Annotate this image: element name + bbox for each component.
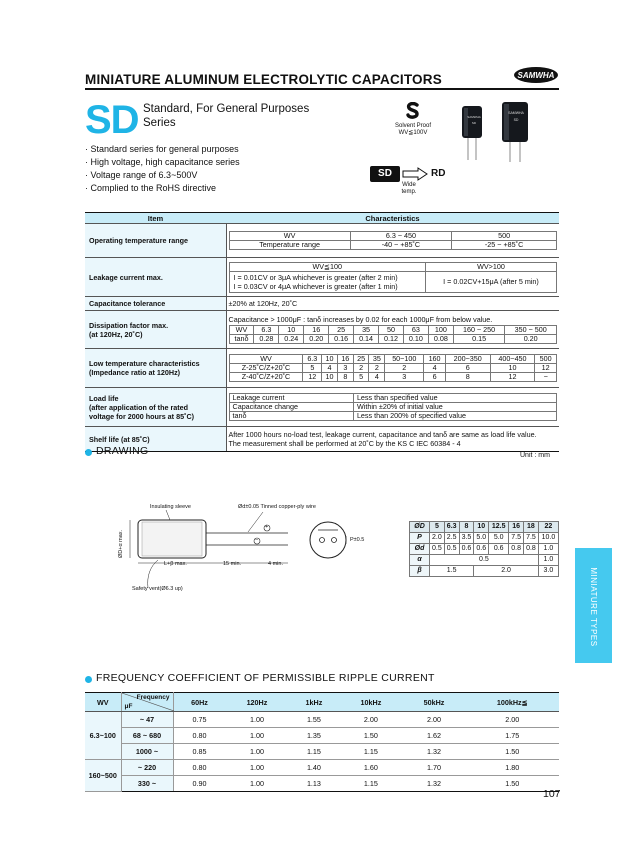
leakage-table	[229, 262, 558, 293]
lowtemp-row1-cell: 2	[385, 364, 424, 373]
ripple-value-cell: 1.40	[288, 760, 339, 776]
ripple-value-cell: 1.15	[288, 744, 339, 760]
side-tab-label: MINIATURE TYPES	[589, 567, 598, 647]
df-label-2: (at 120Hz, 20˚C)	[89, 329, 143, 339]
title-divider	[85, 88, 559, 90]
table-row	[85, 728, 559, 744]
ripple-cap-cell: 1000 ~	[121, 744, 173, 760]
spec-row-dissipation	[85, 311, 559, 349]
df-tan-cell: 0.15	[453, 335, 505, 344]
lowtemp-row2-cell: 4	[369, 373, 385, 382]
characteristics-column-header: Characteristics	[226, 213, 559, 224]
df-tan-cell: 0.08	[428, 335, 453, 344]
loadlife-label-2: (after application of the rated	[89, 402, 189, 412]
solvent-proof-voltage: WV≦100V	[398, 130, 428, 136]
dim-P-cell: 2.5	[444, 533, 459, 544]
dim-D-cell: 18	[524, 522, 539, 533]
shelf-life-text-1: After 1000 hours no-load test, leakage current, capacitance and tanδ are same as load life value.	[228, 430, 537, 439]
df-wv-cell: 16	[304, 326, 329, 335]
wv-value: 500	[452, 232, 557, 241]
table-row	[85, 744, 559, 760]
spec-row-load-life	[85, 388, 559, 427]
dim-head-D: ØD	[410, 522, 430, 533]
loadlife-table	[229, 393, 558, 421]
lowtemp-wv-cell: 6.3	[303, 355, 322, 364]
df-tan-label: tanδ	[229, 335, 254, 344]
dim-d-cell: 0.8	[524, 544, 539, 555]
lowtemp-row2-cell: 8	[337, 373, 353, 382]
feature-item: · High voltage, high capacitance series	[85, 157, 240, 167]
leakage-head-high: WV>100	[426, 262, 557, 271]
df-tan-cell: 0.24	[279, 335, 304, 344]
dim-D-cell: 12.5	[489, 522, 509, 533]
df-note: Capacitance > 1000μF : tanδ increases by 0.02 for each 1000μF from below value.	[228, 315, 493, 324]
solvent-proof-icon	[403, 102, 423, 120]
ripple-value-cell: 1.00	[225, 760, 288, 776]
lowtemp-wv-cell: 50~100	[385, 355, 424, 364]
lowtemp-label-2: (Impedance ratio at 120Hz)	[89, 368, 181, 377]
dim-d-cell: 1.0	[538, 544, 558, 555]
flow-note-line-1: Wide	[402, 182, 416, 188]
ripple-freq-head-cell: 120Hz	[225, 693, 288, 712]
lowtemp-row1-cell: 4	[322, 364, 338, 373]
lowtemp-wv-cell: 10	[322, 355, 338, 364]
ripple-freq-head-cell: 60Hz	[173, 693, 225, 712]
lowtemp-wv-cell: 16	[337, 355, 353, 364]
beta-2: 2.0	[474, 566, 538, 577]
lowtemp-row1-cell: 2	[353, 364, 369, 373]
dim-d-cell: 0.8	[509, 544, 524, 555]
dim-P-cell: 7.5	[524, 533, 539, 544]
dim-d-cell: 0.6	[489, 544, 509, 555]
loadlife-key: Leakage current	[229, 394, 353, 403]
dim-P-cell: 5.0	[474, 533, 489, 544]
wv-value: 6.3 ~ 450	[350, 232, 452, 241]
df-tan-cell: 0.28	[254, 335, 279, 344]
ripple-value-cell: 1.50	[466, 776, 560, 792]
lowtemp-row1-cell: 4	[424, 364, 446, 373]
feature-list	[85, 143, 240, 195]
series-flow-note	[399, 182, 419, 196]
page-number: 107	[543, 788, 561, 800]
leakage-formula-1: I = 0.01CV or 3μA whichever is greater (after 2 min)	[233, 272, 398, 282]
lead-min-label: 15 min.	[223, 561, 242, 567]
vent-label: Safety vent(Ø6.3 up)	[132, 586, 183, 592]
table-row	[85, 760, 559, 776]
ripple-value-cell: 1.50	[466, 744, 560, 760]
df-wv-cell: 50	[379, 326, 404, 335]
series-code: SD	[85, 98, 139, 142]
df-wv-cell: 25	[329, 326, 354, 335]
lowtemp-row2-cell: 10	[322, 373, 338, 382]
ripple-value-cell: 0.90	[173, 776, 225, 792]
lowtemp-label-1: Low temperature characteristics	[89, 359, 200, 368]
spec-row-leakage	[85, 258, 559, 297]
ripple-value-cell: 0.85	[173, 744, 225, 760]
dim-head-beta: β	[410, 566, 430, 577]
product-label-small: SAMWHA	[467, 115, 481, 119]
dim-D-cell: 10	[474, 522, 489, 533]
ripple-wv-cell: 160~500	[85, 760, 121, 792]
dim-P-cell: 5.0	[489, 533, 509, 544]
solvent-proof-badge	[391, 102, 435, 137]
lowtemp-row2-cell: −	[535, 373, 557, 382]
beta-1: 1.5	[430, 566, 474, 577]
alpha-main: 0.5	[430, 555, 539, 566]
loadlife-value: Less than specified value	[353, 394, 556, 403]
spec-row-low-temp	[85, 349, 559, 388]
lowtemp-row1-label: Z-25˚C/Z+20˚C	[229, 364, 303, 373]
operating-temp-table	[229, 231, 558, 250]
dim-P-cell: 2.0	[430, 533, 445, 544]
alpha-last: 1.0	[538, 555, 558, 566]
spec-row-operating-temp	[85, 224, 559, 258]
leakage-label: Leakage current max.	[85, 258, 226, 297]
df-wv-cell: 6.3	[254, 326, 279, 335]
plus-terminal-icon: +	[265, 524, 269, 530]
ripple-value-cell: 2.00	[339, 712, 402, 728]
lowtemp-wv-cell: 400~450	[490, 355, 535, 364]
loadlife-value: Within ±20% of initial value	[353, 403, 556, 412]
series-subtitle	[143, 102, 309, 130]
ripple-freq-head: Frequency	[136, 694, 170, 701]
loadlife-value: Less than 200% of specified value	[353, 412, 556, 421]
ripple-value-cell: 2.00	[466, 712, 560, 728]
ripple-freq-head-cell: 100kHz≦	[466, 693, 560, 712]
drawing-section-title: DRAWING	[96, 445, 149, 457]
dim-d-cell: 0.6	[474, 544, 489, 555]
ripple-freq-head-cell: 50kHz	[402, 693, 465, 712]
bullet-dot-icon	[85, 449, 92, 456]
brand-logo-text: SAMWHA	[517, 71, 555, 80]
page-title: MINIATURE ALUMINUM ELECTROLYTIC CAPACITORS	[85, 72, 442, 87]
loadlife-label-3: voltage for 2000 hours at 85˚C)	[89, 411, 195, 421]
lowtemp-row2-cell: 3	[385, 373, 424, 382]
ripple-wv-head: WV	[85, 693, 121, 712]
ripple-freq-head-cell: 1kHz	[288, 693, 339, 712]
pitch-label: P±0.5	[350, 537, 365, 543]
df-wv-cell: 160 ~ 250	[453, 326, 505, 335]
minus-terminal-icon: −	[255, 537, 259, 543]
lowtemp-row1-cell: 2	[369, 364, 385, 373]
bullet-dot-icon	[85, 676, 92, 683]
leakage-head-low: WV≦100	[229, 262, 426, 271]
ripple-wv-cell: 6.3~100	[85, 712, 121, 760]
ripple-cap-cell: ~ 220	[121, 760, 173, 776]
subtitle-line-2: Series	[143, 117, 176, 129]
lowtemp-row2-cell: 5	[353, 373, 369, 382]
df-wv-cell: 35	[354, 326, 379, 335]
lowtemp-row2-label: Z-40˚C/Z+20˚C	[229, 373, 303, 382]
lowtemp-row2-cell: 6	[424, 373, 446, 382]
dimension-table	[409, 521, 559, 577]
series-flow-to: RD	[431, 168, 446, 179]
df-tan-cell: 0.20	[304, 335, 329, 344]
dim-P-cell: 10.0	[538, 533, 558, 544]
ripple-value-cell: 1.55	[288, 712, 339, 728]
loadlife-key: Capacitance change	[229, 403, 353, 412]
dim-D-cell: 6.3	[444, 522, 459, 533]
lowtemp-wv-cell: 25	[353, 355, 369, 364]
dim-D-cell: 22	[538, 522, 558, 533]
df-wv-cell: 63	[403, 326, 428, 335]
df-tan-cell: 0.14	[354, 335, 379, 344]
ripple-value-cell: 0.75	[173, 712, 225, 728]
lead-end-label: 4 min.	[268, 561, 283, 567]
table-row	[85, 776, 559, 792]
temp-range-value: -40 ~ +85˚C	[350, 241, 452, 250]
ripple-value-cell: 1.60	[339, 760, 402, 776]
ripple-value-cell: 1.15	[339, 744, 402, 760]
dim-D-cell: 5	[430, 522, 445, 533]
dim-d-cell: 0.5	[430, 544, 445, 555]
ripple-cap-cell: 68 ~ 680	[121, 728, 173, 744]
df-label-1: Dissipation factor max.	[89, 320, 169, 330]
ripple-value-cell: 1.15	[339, 776, 402, 792]
ripple-value-cell: 1.00	[225, 744, 288, 760]
lowtemp-wv-cell: 200~350	[445, 355, 490, 364]
ripple-value-cell: 0.80	[173, 728, 225, 744]
df-wv-cell: 10	[279, 326, 304, 335]
ripple-value-cell: 1.62	[402, 728, 465, 744]
series-flow-from: SD	[370, 166, 400, 182]
df-wv-label: WV	[229, 326, 254, 335]
leakage-formula-2: I = 0.03CV or 4μA whichever is greater (after 1 min)	[233, 281, 398, 291]
specification-table	[85, 212, 559, 452]
shelf-life-label: Shelf life (at 85˚C)	[85, 427, 226, 452]
ripple-value-cell: 1.50	[339, 728, 402, 744]
df-tan-cell: 0.20	[505, 335, 557, 344]
ripple-value-cell: 1.00	[225, 776, 288, 792]
cap-tolerance-label: Capacitance tolerance	[85, 297, 226, 311]
loadlife-label-1: Load life	[89, 393, 119, 403]
dim-d-cell: 0.6	[459, 544, 474, 555]
sleeve-label: Insulating sleeve	[150, 504, 191, 510]
ripple-value-cell: 1.80	[466, 760, 560, 776]
loadlife-key: tanδ	[229, 412, 353, 421]
df-wv-cell: 100	[428, 326, 453, 335]
dim-head-alpha: α	[410, 555, 430, 566]
dim-P-cell: 7.5	[509, 533, 524, 544]
dim-D-cell: 16	[509, 522, 524, 533]
ripple-table	[85, 692, 559, 792]
item-column-header: Item	[85, 213, 226, 224]
ripple-freq-head-cell: 10kHz	[339, 693, 402, 712]
ripple-section-title: FREQUENCY COEFFICIENT OF PERMISSIBLE RIPPLE CURRENT	[96, 672, 435, 684]
length-label: L+β max.	[164, 561, 187, 567]
product-series-large: SD	[513, 118, 519, 122]
lowtemp-row1-cell: 5	[303, 364, 322, 373]
wv-label: WV	[229, 232, 350, 241]
product-series-small: SD	[471, 121, 477, 125]
lowtemp-row1-cell: 10	[490, 364, 535, 373]
flow-note-line-2: temp.	[401, 189, 417, 195]
product-label-large: SAMWHA	[508, 111, 524, 115]
ripple-cap-cell: ~ 47	[121, 712, 173, 728]
subtitle-line-1: Standard, For General Purposes	[143, 103, 310, 115]
lowtemp-wv-cell: 35	[369, 355, 385, 364]
lowtemp-row2-cell: 8	[445, 373, 490, 382]
ripple-value-cell: 1.35	[288, 728, 339, 744]
ripple-value-cell: 1.32	[402, 744, 465, 760]
beta-3: 3.0	[538, 566, 558, 577]
arrow-right-icon	[402, 167, 428, 181]
ripple-value-cell: 1.13	[288, 776, 339, 792]
shelf-life-text-2: The measurement shall be performed at 20˚C by the KS C IEC 60384 - 4	[228, 439, 461, 448]
feature-item: · Standard series for general purposes	[85, 144, 239, 154]
dim-D-cell: 8	[459, 522, 474, 533]
ripple-value-cell: 1.32	[402, 776, 465, 792]
df-table	[229, 325, 558, 344]
lowtemp-wv-cell: 500	[535, 355, 557, 364]
lowtemp-row1-cell: 3	[337, 364, 353, 373]
ripple-cap-cell: 330 ~	[121, 776, 173, 792]
temp-range-label: Temperature range	[229, 241, 350, 250]
ripple-value-cell: 1.00	[225, 728, 288, 744]
ripple-value-cell: 2.00	[402, 712, 465, 728]
spec-row-cap-tolerance	[85, 297, 559, 311]
lowtemp-row2-cell: 12	[490, 373, 535, 382]
ripple-value-cell: 1.70	[402, 760, 465, 776]
unit-label: Unit : mm	[520, 452, 550, 459]
df-tan-cell: 0.12	[379, 335, 404, 344]
lowtemp-wv-label: WV	[229, 355, 303, 364]
solvent-proof-label: Solvent Proof	[394, 123, 432, 129]
dim-d-cell: 0.5	[444, 544, 459, 555]
temp-range-value: -25 ~ +85˚C	[452, 241, 557, 250]
dim-head-d: Ød	[410, 544, 430, 555]
spec-row-shelf-life	[85, 427, 559, 452]
df-wv-cell: 350 ~ 500	[505, 326, 557, 335]
operating-temp-label: Operating temperature range	[85, 224, 226, 258]
wire-label: Ød±0.05 Tinned copper-ply wire	[238, 504, 316, 510]
feature-item: · Voltage range of 6.3~500V	[85, 170, 198, 180]
df-tan-cell: 0.16	[329, 335, 354, 344]
table-row	[85, 712, 559, 728]
ripple-value-cell: 1.00	[225, 712, 288, 728]
ripple-value-cell: 1.75	[466, 728, 560, 744]
lowtemp-row1-cell: 6	[445, 364, 490, 373]
df-tan-cell: 0.10	[403, 335, 428, 344]
diameter-label: ØD+α max.	[118, 529, 124, 558]
leakage-formula-high: I = 0.02CV+15μA (after 5 min)	[426, 271, 557, 292]
lowtemp-row1-cell: 12	[535, 364, 557, 373]
side-tab[interactable]	[575, 548, 612, 663]
spec-header-row	[85, 213, 559, 224]
feature-item: · Complied to the RoHS directive	[85, 183, 217, 193]
dim-head-P: P	[410, 533, 430, 544]
brand-logo	[513, 66, 559, 84]
capacitor-drawing	[118, 500, 388, 600]
ripple-uf-head: μF	[124, 703, 133, 710]
product-photo	[454, 100, 544, 164]
cap-tolerance-value: ±20% at 120Hz, 20˚C	[226, 297, 559, 311]
lowtemp-table	[229, 354, 558, 382]
ripple-value-cell: 0.80	[173, 760, 225, 776]
lowtemp-row2-cell: 12	[303, 373, 322, 382]
dim-P-cell: 3.5	[459, 533, 474, 544]
ripple-freq-uf-head	[121, 693, 173, 712]
lowtemp-wv-cell: 160	[424, 355, 446, 364]
